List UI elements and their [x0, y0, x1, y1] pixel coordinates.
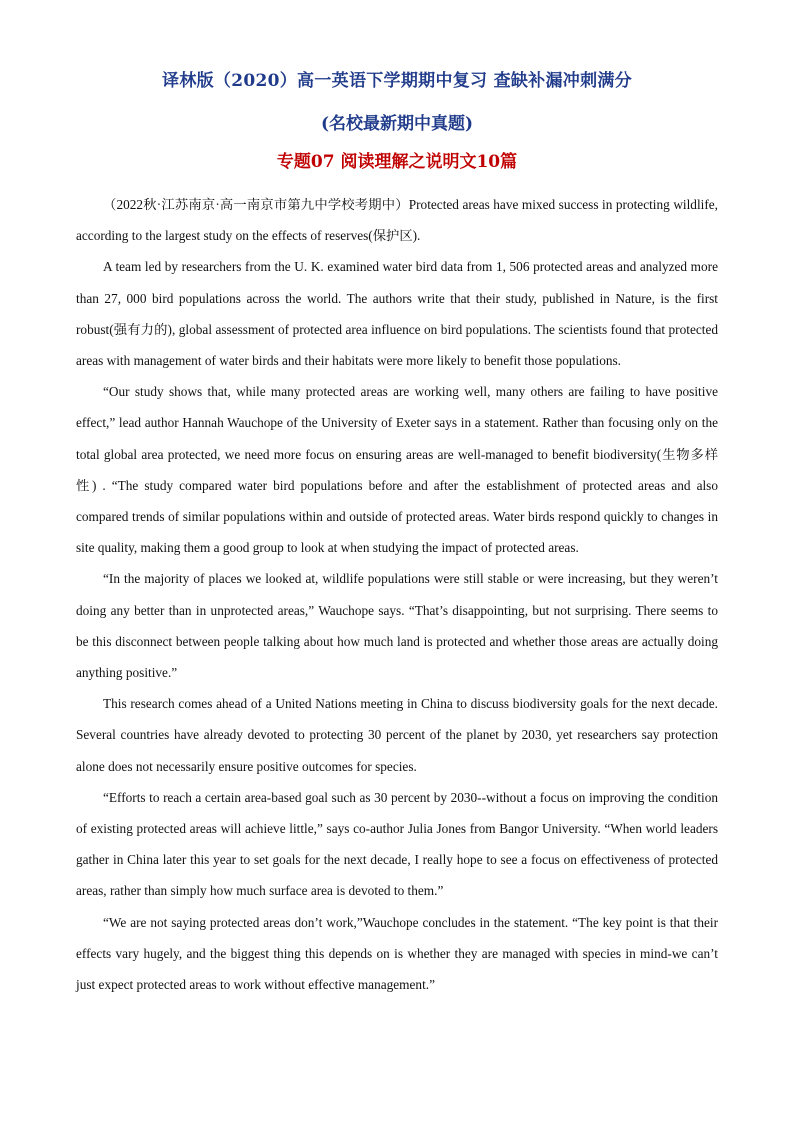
paragraph-1: （2022秋·江苏南京·高一南京市第九中学校考期中）Protected areas have mixed success in protecting wildlife, according to the largest study on the effects of reserves(保护区).	[76, 197, 718, 244]
paragraph-3: “Our study shows that, while many protected areas are working well, many others are failing to have positive effect,” lead author Hannah Wauchope of the University of Exeter says in a statement. Rather than focusing only on the total global area protected, we need more focus on ensuring areas are well-managed to benefit biodiversity(生物多样性) . “The study compared water bird populations before and after the establishment of protected areas and also compared trends of similar populations within and outside of protected areas. Water birds respond quickly to changes in site quality, making them a good group to look at when studying the impact of protected areas.	[76, 384, 718, 556]
paragraph-2: A team led by researchers from the U. K. examined water bird data from 1, 506 protected areas and analyzed more than 27, 000 bird populations across the world. The authors write that their study, published in Nature, is the first robust(强有力的), global assessment of protected area influence on bird populations. The scientists found that protected areas with management of water birds and their habitats were more likely to benefit those populations.	[76, 259, 718, 369]
document-subtitle: (名校最新期中真题)	[320, 114, 474, 134]
document-title: 译林版（2020）高一英语下学期期中复习 查缺补漏冲刺满分	[162, 71, 632, 91]
topic-heading: 专题07 阅读理解之说明文10篇	[276, 152, 518, 172]
paragraph-4: “In the majority of places we looked at, wildlife populations were still stable or were increasing, but they weren’t doing any better than in unprotected areas,” Wauchope says. “That’s disappointing, but not surprising. There seems to be this disconnect between people talking about how much land is protected and whether those areas are actually doing anything positive.”	[76, 571, 718, 681]
paragraph-7: “We are not saying protected areas don’t work,”Wauchope concludes in the statement. “The key point is that their effects vary hugely, and the biggest thing this depends on is whether they are managed with species in mind-we can’t just expect protected areas to work without effective management.”	[76, 914, 718, 993]
paragraph-5: This research comes ahead of a United Nations meeting in China to discuss biodiversity goals for the next decade. Several countries have already devoted to protecting 30 percent of the planet by 2030, yet researchers say protection alone does not necessarily ensure positive outcomes for species.	[76, 696, 718, 774]
article-body	[76, 189, 718, 1000]
paragraph-6: “Efforts to reach a certain area-based goal such as 30 percent by 2030--without a focus on improving the condition of existing protected areas will achieve little,” says co-author Julia Jones from Bangor University. “When world leaders gather in China later this year to set goals for the next decade, I really hope to see a focus on effectiveness of protected areas, rather than simply how much surface area is devoted to them.”	[76, 789, 718, 899]
